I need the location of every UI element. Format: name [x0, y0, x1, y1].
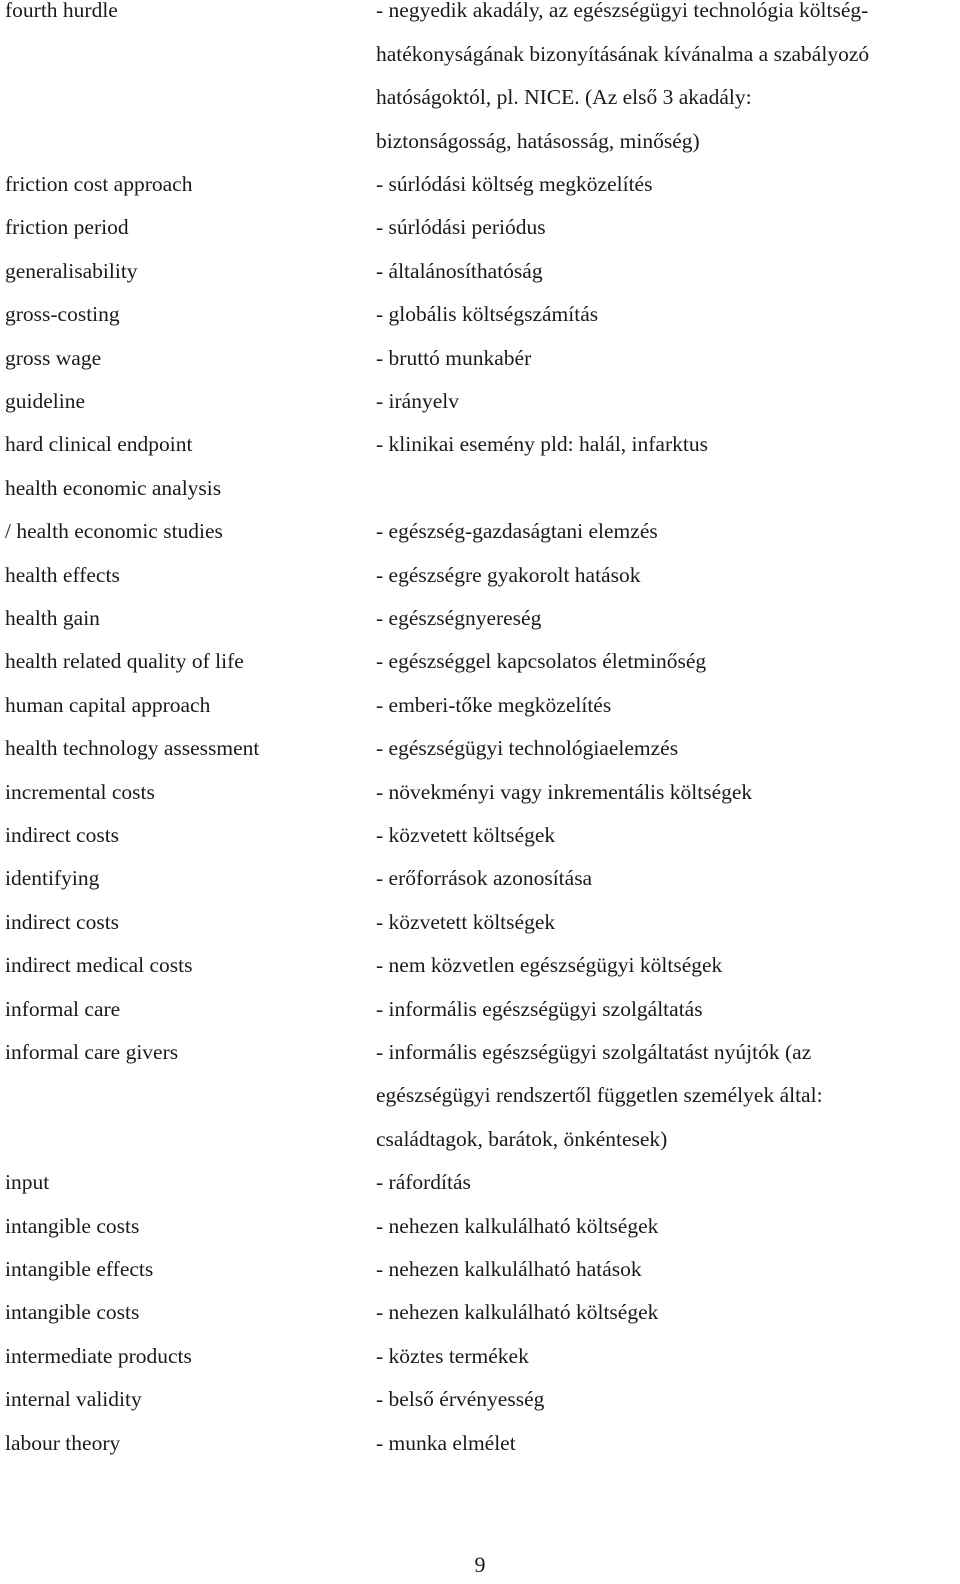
- glossary-term: intangible effects: [5, 1256, 154, 1281]
- glossary-entry: [0, 1161, 960, 1204]
- glossary-translation: - bruttó munkabér: [376, 345, 532, 370]
- glossary-entry: [0, 901, 960, 944]
- glossary-translation: - munka elmélet: [376, 1430, 516, 1455]
- glossary-term: intangible costs: [5, 1213, 140, 1238]
- glossary-term: informal care givers: [5, 1039, 179, 1064]
- glossary-term: generalisability: [5, 258, 138, 283]
- glossary-term: guideline: [5, 388, 86, 413]
- glossary-entry: [0, 250, 960, 293]
- glossary-term: human capital approach: [5, 692, 211, 717]
- glossary-translation: - globális költségszámítás: [376, 302, 599, 327]
- glossary-entry: [0, 293, 960, 336]
- glossary-term: fourth hurdle: [5, 0, 118, 23]
- glossary-translation: - informális egészségügyi szolgáltatás: [376, 996, 703, 1021]
- glossary-entry: [0, 337, 960, 380]
- glossary-translation: - emberi-tőke megközelítés: [376, 692, 612, 717]
- glossary-term: indirect costs: [5, 822, 120, 847]
- glossary-translation: - nehezen kalkulálható költségek: [376, 1300, 659, 1325]
- glossary-entry: [0, 771, 960, 814]
- glossary-entry: [0, 554, 960, 597]
- glossary-entry: [0, 206, 960, 249]
- glossary-entry: [0, 640, 960, 683]
- glossary-translation: - közvetett költségek: [376, 822, 556, 847]
- glossary-term: identifying: [5, 866, 100, 891]
- glossary-entry: [0, 857, 960, 900]
- glossary-entry: [0, 1291, 960, 1334]
- glossary-translation: - egészséggel kapcsolatos életminőség: [376, 649, 707, 674]
- glossary-translation: - egészségnyereség: [376, 605, 542, 630]
- glossary-translation: - nem közvetlen egészségügyi költségek: [376, 953, 723, 978]
- glossary-entry: [0, 380, 960, 423]
- glossary-translation: - klinikai esemény pld: halál, infarktus: [376, 432, 708, 457]
- glossary-term: input: [5, 1170, 50, 1195]
- glossary-term: gross-costing: [5, 302, 120, 327]
- glossary-entry: [0, 1031, 960, 1161]
- glossary-translation: - nehezen kalkulálható költségek: [376, 1213, 659, 1238]
- glossary-term: hard clinical endpoint: [5, 432, 193, 457]
- glossary-term: gross wage: [5, 345, 102, 370]
- glossary-term: health gain: [5, 605, 100, 630]
- glossary-translation: - egészségügyi technológiaelemzés: [376, 736, 679, 761]
- glossary-term: incremental costs: [5, 779, 155, 804]
- glossary-entry: [0, 163, 960, 206]
- glossary-entry: [0, 944, 960, 987]
- glossary-translation: - súrlódási költség megközelítés: [376, 171, 653, 196]
- glossary-entry: [0, 423, 960, 466]
- glossary-translation: - növekményi vagy inkrementális költségek: [376, 779, 753, 804]
- glossary-term: health effects: [5, 562, 120, 587]
- glossary-term: labour theory: [5, 1430, 121, 1455]
- glossary-translation: - ráfordítás: [376, 1170, 471, 1195]
- glossary-term: friction period: [5, 215, 129, 240]
- glossary-translation: - nehezen kalkulálható hatások: [376, 1256, 642, 1281]
- glossary-entry: [0, 1335, 960, 1378]
- glossary-term: indirect medical costs: [5, 953, 193, 978]
- glossary-entry: [0, 1422, 960, 1465]
- glossary-translation: - belső érvényesség: [376, 1387, 545, 1412]
- glossary-term: health economic analysis / health economic studies: [5, 475, 223, 544]
- glossary-translation: - súrlódási periódus: [376, 215, 546, 240]
- glossary-entry: [0, 988, 960, 1031]
- glossary-entry: [0, 0, 960, 163]
- glossary-entry: [0, 684, 960, 727]
- glossary-translation: - egészség-gazdaságtani elemzés: [376, 519, 658, 544]
- glossary-term: indirect costs: [5, 909, 120, 934]
- glossary-entry: [0, 1205, 960, 1248]
- glossary-entry: [0, 1248, 960, 1291]
- glossary-term: intermediate products: [5, 1343, 192, 1368]
- glossary-entry: [0, 467, 960, 554]
- glossary-entry: [0, 597, 960, 640]
- glossary-translation: - közvetett költségek: [376, 909, 556, 934]
- glossary-entry: [0, 1378, 960, 1421]
- glossary-term: intangible costs: [5, 1300, 140, 1325]
- glossary-translation: - egészségre gyakorolt hatások: [376, 562, 641, 587]
- glossary-term: health technology assessment: [5, 736, 260, 761]
- glossary-entry: [0, 727, 960, 770]
- glossary-term: friction cost approach: [5, 171, 193, 196]
- page-number: 9: [474, 1552, 486, 1577]
- glossary-translation: - erőforrások azonosítása: [376, 866, 593, 891]
- glossary-translation: - negyedik akadály, az egészségügyi technológia költség- hatékonyságának bizonyításának kívánalma a szabályozó hatóságoktól, pl. NICE. (Az első 3 akadály: biztonságosság, hatásosság, minőség): [376, 0, 870, 153]
- glossary-term: informal care: [5, 996, 121, 1021]
- glossary-entry: [0, 814, 960, 857]
- glossary-translation: - irányelv: [376, 388, 459, 413]
- glossary-term: internal validity: [5, 1387, 142, 1412]
- glossary-translation: - általánosíthatóság: [376, 258, 543, 283]
- glossary-term: health related quality of life: [5, 649, 244, 674]
- glossary-translation: - informális egészségügyi szolgáltatást nyújtók (az egészségügyi rendszertől független személyek által: családtagok, barátok, önkéntesek): [376, 1039, 823, 1151]
- glossary-translation: - köztes termékek: [376, 1343, 529, 1368]
